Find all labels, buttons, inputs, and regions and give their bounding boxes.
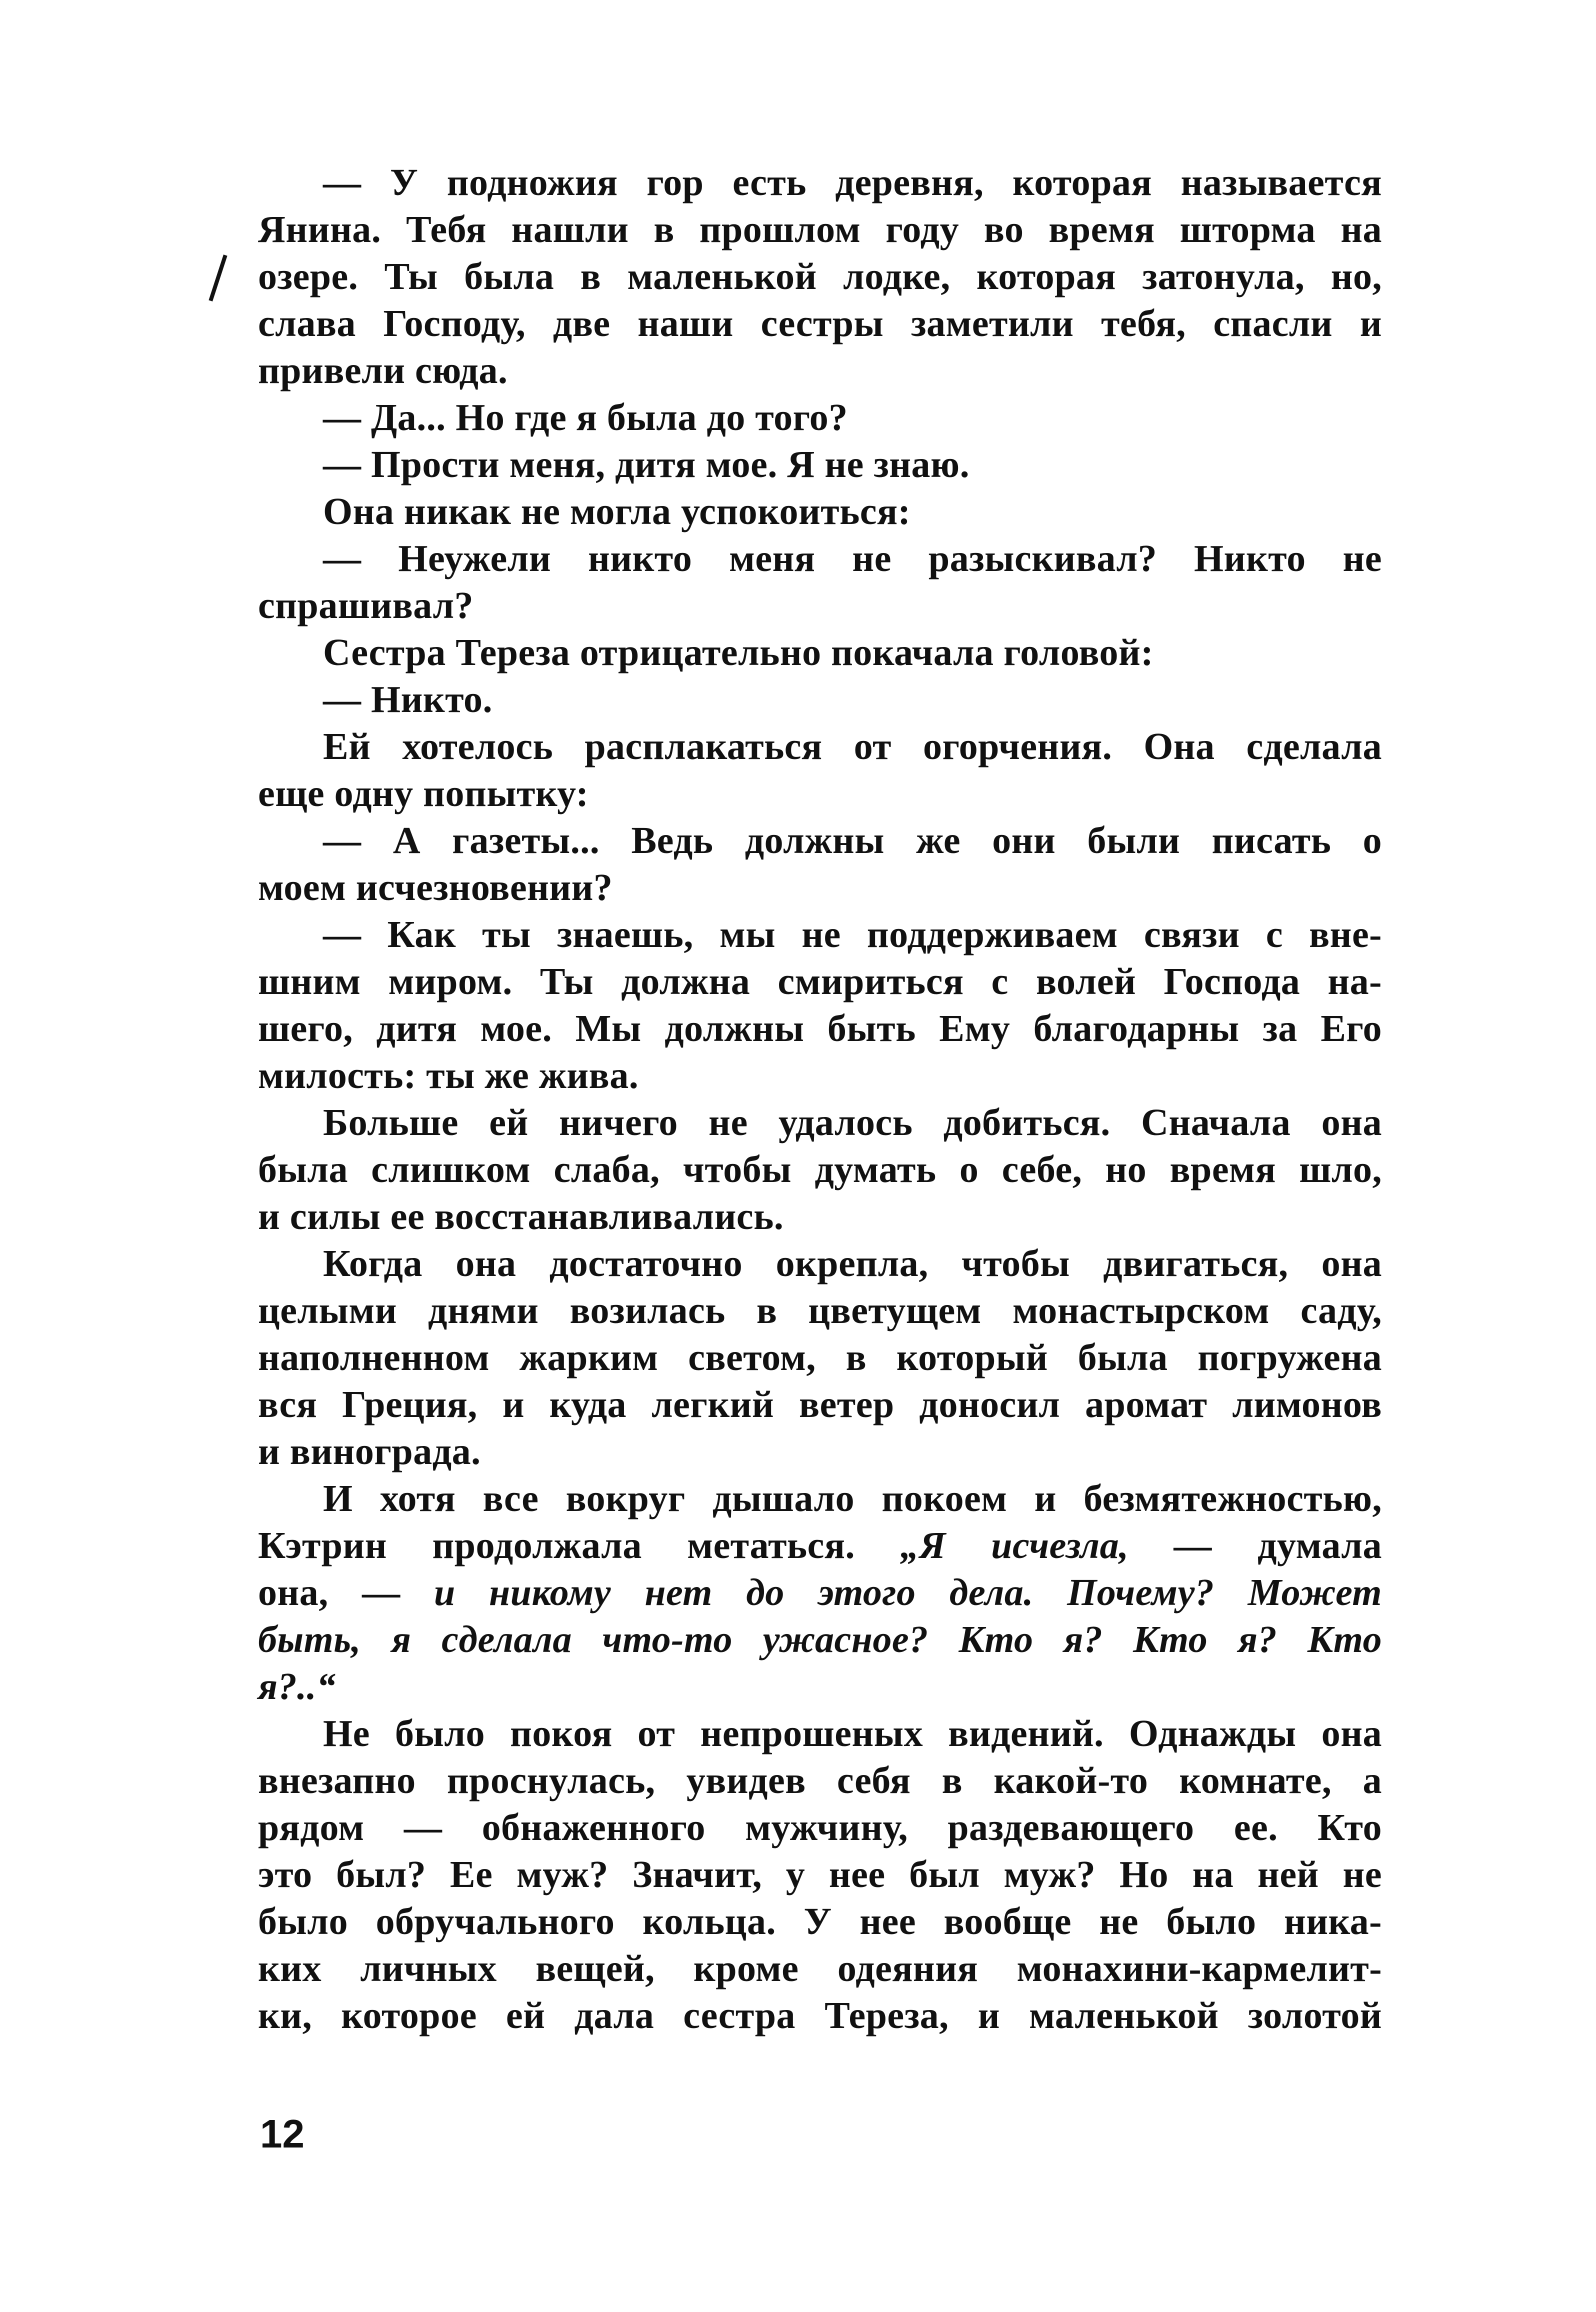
italic-line: я?..“ xyxy=(258,1666,336,1708)
text-line: Ей хотелось расплакаться от огорчения. Она сделала xyxy=(323,726,1382,768)
text-line: Янина. Тебя нашли в прошлом году во время шторма на xyxy=(258,208,1382,250)
text-line: — Прости меня, дитя мое. Я не знаю. xyxy=(323,444,970,486)
text-line: Когда она достаточно окрепла, чтобы двигаться, она xyxy=(323,1242,1382,1284)
text-line: — Как ты знаешь, мы не поддерживаем связи с вне- xyxy=(323,914,1382,956)
text-line: целыми днями возилась в цветущем монастырском саду, xyxy=(258,1290,1382,1332)
text-line: — Да... Но где я была до того? xyxy=(323,396,848,438)
text-line: — Никто. xyxy=(323,678,493,720)
text-line: шего, дитя мое. Мы должны быть Ему благодарны за Его xyxy=(258,1008,1382,1050)
text-line: милость: ты же жива. xyxy=(258,1054,639,1096)
text-line: Сестра Тереза отрицательно покачала головой: xyxy=(323,632,1154,674)
text-line-mixed xyxy=(258,1569,1382,1616)
text-line: это был? Ее муж? Значит, у нее был муж? Но на ней не xyxy=(258,1854,1382,1896)
text-span: Кэтрин продолжала метаться. xyxy=(258,1524,855,1566)
text-line: и винограда. xyxy=(258,1430,481,1472)
text-line: Не было покоя от непрошеных видений. Однажды она xyxy=(323,1712,1382,1754)
text-line: Она никак не могла успокоиться: xyxy=(323,490,911,532)
text-line: шним миром. Ты должна смириться с волей Господа на- xyxy=(258,960,1382,1002)
text-line: — У подножия гор есть деревня, которая называется xyxy=(323,162,1382,204)
text-line: — А газеты... Ведь должны же они были писать о xyxy=(323,820,1382,862)
text-line: Больше ей ничего не удалось добиться. Сначала она xyxy=(323,1102,1382,1144)
text-line: и силы ее восстанавливались. xyxy=(258,1196,784,1238)
page-text xyxy=(258,159,1382,2039)
text-line: И хотя все вокруг дышало покоем и безмятежностью, xyxy=(323,1478,1382,1520)
text-line: наполненном жарким светом, в который была погружена xyxy=(258,1336,1382,1378)
margin-pencil-mark xyxy=(208,254,227,302)
text-line: рядом — обнаженного мужчину, раздевающего ее. Кто xyxy=(258,1806,1382,1848)
text-line: ких личных вещей, кроме одеяния монахини-кармелит- xyxy=(258,1948,1382,1990)
text-line: слава Господу, две наши сестры заметили тебя, спасли и xyxy=(258,302,1382,344)
text-line: ки, которое ей дала сестра Тереза, и маленькой золотой xyxy=(258,1994,1382,2036)
text-line: спрашивал? xyxy=(258,584,474,626)
text-line: было обручального кольца. У нее вообще не было ника- xyxy=(258,1900,1382,1942)
text-line: привели сюда. xyxy=(258,350,508,392)
italic-line: быть, я сделала что-то ужасное? Кто я? Кто я? Кто xyxy=(258,1618,1382,1660)
text-span: думала xyxy=(1258,1524,1382,1566)
italic-span: „Я исчезла, — xyxy=(900,1524,1212,1566)
page-number: 12 xyxy=(260,2112,304,2156)
italic-span: и никому нет до этого дела. Почему? Может xyxy=(434,1572,1382,1614)
text-line: еще одну попытку: xyxy=(258,772,589,814)
text-line: была слишком слаба, чтобы думать о себе, но время шло, xyxy=(258,1148,1382,1190)
text-line: — Неужели никто меня не разыскивал? Никто не xyxy=(323,538,1382,580)
text-line: озере. Ты была в маленькой лодке, которая затонула, но, xyxy=(258,256,1382,298)
text-line: моем исчезновении? xyxy=(258,866,613,908)
text-line: внезапно проснулась, увидев себя в какой-то комнате, а xyxy=(258,1760,1382,1802)
text-line: вся Греция, и куда легкий ветер доносил аромат лимонов xyxy=(258,1384,1382,1426)
text-span: она, — xyxy=(258,1572,400,1614)
text-line-mixed xyxy=(258,1522,1382,1569)
